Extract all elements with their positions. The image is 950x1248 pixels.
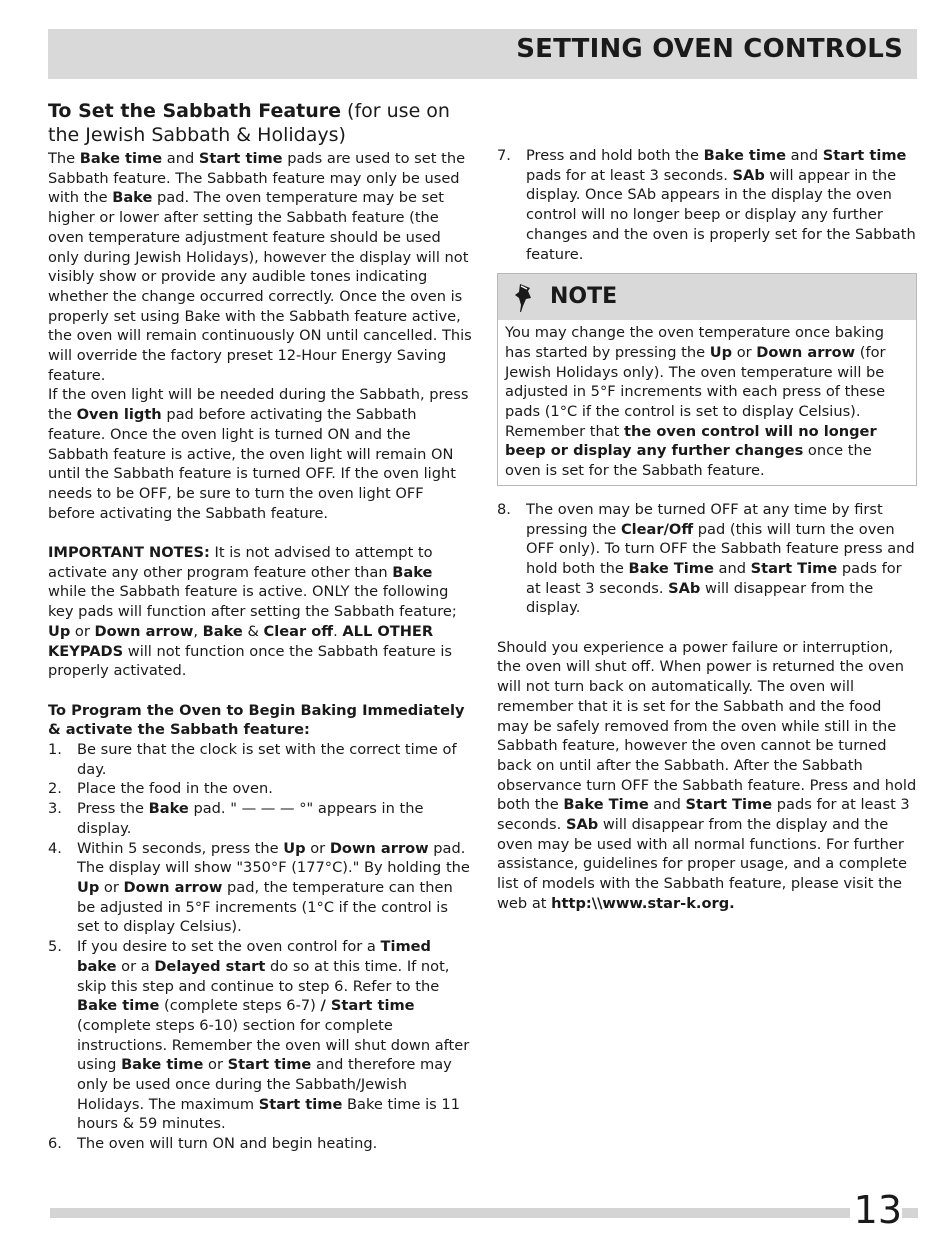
bold-text: Up	[709, 343, 733, 361]
bold-text: Up	[77, 878, 100, 896]
bold-text: http:\\www.star-k.org.	[551, 894, 735, 912]
header-bar	[48, 29, 917, 79]
bold-text: the oven control will no longer beep or display any further changes	[505, 422, 877, 460]
bold-text: Bake	[202, 622, 243, 640]
bold-text: Start Time	[685, 796, 773, 814]
pushpin-icon	[512, 282, 536, 312]
page-number: 13	[850, 1188, 902, 1232]
step-number: 5.	[48, 938, 62, 956]
sabbath-section-heading	[48, 99, 473, 147]
list-item-step-5	[48, 937, 473, 1134]
list-item-step-6	[48, 1134, 473, 1154]
note-body: You may change the oven temperature once baking has started by pressing the Up or Down arrow (for Jewish Holidays only). The oven temperature will be adjusted in 5°F increments with each press of these pads (1°C if the control is set to display Celsius). Remember that the oven control will no longer beep or display any further changes once the oven is set for the Sabbath feature.	[505, 324, 886, 480]
step-8-list	[497, 500, 917, 618]
bold-text: Bake time	[77, 997, 160, 1015]
list-item-step-8	[497, 500, 917, 618]
bold-text: Clear off	[263, 622, 334, 640]
bold-text: Bake	[112, 189, 153, 207]
bold-text: SAb	[732, 166, 765, 184]
step-text: Be sure that the clock is set with the correct time of day.	[77, 741, 457, 778]
bold-text: Start time	[822, 147, 907, 164]
step-text: The oven will turn ON and begin heating.	[77, 1135, 378, 1153]
note-header	[498, 274, 916, 320]
bold-text: Bake	[392, 563, 433, 581]
bold-text: Timed bake	[77, 938, 432, 975]
bold-text: SAb	[668, 579, 701, 597]
step-number: 7.	[497, 147, 511, 164]
list-item-step-2	[48, 779, 473, 799]
bold-text: / Start time	[320, 997, 415, 1015]
bold-text: Down arrow	[329, 839, 429, 857]
bold-text: Bake time	[703, 147, 787, 164]
bold-text: SAb	[565, 816, 599, 834]
oven-light-paragraph: If the oven light will be needed during the Sabbath, press the Oven ligth pad before activating the Sabbath feature. Once the oven light is turned ON and the Sabbath feature is active, the oven light will remain ON until the Sabbath feature is turned OFF. If the oven light needs to be OFF, be sure to turn the oven light OFF before activating the Sabbath feature.	[48, 386, 469, 522]
bold-text: Bake	[148, 800, 189, 818]
footer-bar	[50, 1208, 918, 1218]
step-text: The oven may be turned OFF at any time by first pressing the Clear/Off pad (this will turn the oven OFF only). To turn OFF the Sabbath feature press and hold both the Bake Time and Start Time pads for at least 3 seconds. SAb will disappear from the display.	[526, 500, 915, 617]
bold-text: Start time	[227, 1056, 312, 1074]
bold-text: Up	[48, 622, 71, 640]
step-text: Press and hold both the Bake time and Start time pads for at least 3 seconds. SAb will appear in the display. Once SAb appears in the display the oven control will no longer beep or display any further changes and the oven is properly set for the Sabbath feature.	[526, 147, 916, 263]
bold-text: Bake time	[79, 150, 163, 167]
list-item-step-3	[48, 799, 473, 838]
bold-text: ALL OTHER KEYPADS	[48, 622, 434, 660]
left-column	[48, 99, 473, 1154]
step-7-list	[497, 146, 917, 264]
step-number: 2.	[48, 780, 62, 798]
heading-bold: To Set the Sabbath Feature	[48, 100, 342, 122]
step-number: 8.	[497, 500, 511, 518]
bold-text: Down arrow	[94, 622, 194, 640]
list-item-step-7	[497, 146, 917, 264]
bold-text: Start time	[198, 150, 283, 167]
bold-text: Bake time	[121, 1056, 204, 1074]
bold-text: Down arrow	[756, 343, 856, 361]
note-box	[497, 273, 917, 486]
bold-text: Clear/Off	[620, 520, 694, 538]
step-text: If you desire to set the oven control for a Timed bake or a Delayed start do so at this time. If not, skip this step and continue to step 6. Refer to the Bake time (complete steps 6-7) / Start time (complete steps 6-10) section for complete instructions. Remember the oven will shut down after using Bake time or Start time and therefore may only be used once during the Sabbath/Jewish Holidays. The maximum Start time Bake time is 11 hours & 59 minutes.	[77, 938, 470, 1133]
bold-text: Bake Time	[563, 796, 649, 814]
note-label: NOTE	[550, 284, 618, 310]
steps-list	[48, 740, 473, 1154]
bold-text: Up	[283, 839, 306, 857]
bold-text: Start time	[258, 1095, 343, 1113]
step-number: 4.	[48, 839, 62, 857]
page-title: SETTING OVEN CONTROLS	[516, 34, 903, 64]
list-item-step-4	[48, 839, 473, 938]
bold-text: Bake Time	[628, 559, 714, 577]
step-text: Within 5 seconds, press the Up or Down arrow pad. The display will show "350°F (177°C)." By holding the Up or Down arrow pad, the temperature can then be adjusted in 5°F increments (1°C if the control is set to display Celsius).	[77, 839, 470, 936]
step-text: Press the Bake pad. " — — — °" appears in the display.	[77, 800, 424, 837]
list-item-step-1	[48, 740, 473, 779]
bold-text: Down arrow	[123, 878, 223, 896]
bold-text: IMPORTANT NOTES:	[48, 544, 210, 562]
intro-paragraph: The Bake time and Start time pads are used to set the Sabbath feature. The Sabbath feature may only be used with the Bake pad. The oven temperature may be set higher or lower after setting the Sabbath feature (the oven temperature adjustment feature should be used only during Jewish Holidays), however the display will not visibly show or provide any audible tones indicating whether the change occurred correctly. Once the oven is properly set using Bake with the Sabbath feature active, the oven will remain continuously ON until cancelled. This will override the factory preset 12-Hour Energy Saving feature.	[48, 150, 472, 384]
important-notes-paragraph: IMPORTANT NOTES: It is not advised to attempt to activate any other program feature other than Bake while the Sabbath feature is active. ONLY the following key pads will function after setting the Sabbath feature; Up or Down arrow, Bake & Clear off. ALL OTHER KEYPADS will not function once the Sabbath feature is properly activated.	[48, 544, 457, 680]
power-failure-paragraph: Should you experience a power failure or interruption, the oven will shut off. When power is returned the oven will not turn back on automatically. The oven will remember that it is set for the Sabbath and the food may be safely removed from the oven while still in the Sabbath feature, however the oven cannot be turned back on until after the Sabbath. After the Sabbath observance turn OFF the Sabbath feature. Press and hold both the Bake Time and Start Time pads for at least 3 seconds. SAb will disappear from the display and the oven may be used with all normal functions. For further assistance, guidelines for proper usage, and a complete list of models with the Sabbath feature, please visit the web at http:\\www.star-k.org.	[497, 638, 917, 912]
bold-text: Oven ligth	[76, 406, 162, 424]
right-column	[497, 146, 917, 914]
heading-subtitle: (for use on the Jewish Sabbath & Holidays)	[48, 100, 450, 146]
step-number: 3.	[48, 800, 62, 818]
program-heading-text: To Program the Oven to Begin Baking Immediately & activate the Sabbath feature:	[48, 701, 465, 739]
step-number: 1.	[48, 741, 62, 759]
bold-text: Delayed start	[154, 957, 266, 975]
program-heading	[48, 701, 473, 740]
step-text: Place the food in the oven.	[77, 780, 273, 798]
step-number: 6.	[48, 1135, 62, 1153]
bold-text: Start Time	[750, 559, 838, 577]
